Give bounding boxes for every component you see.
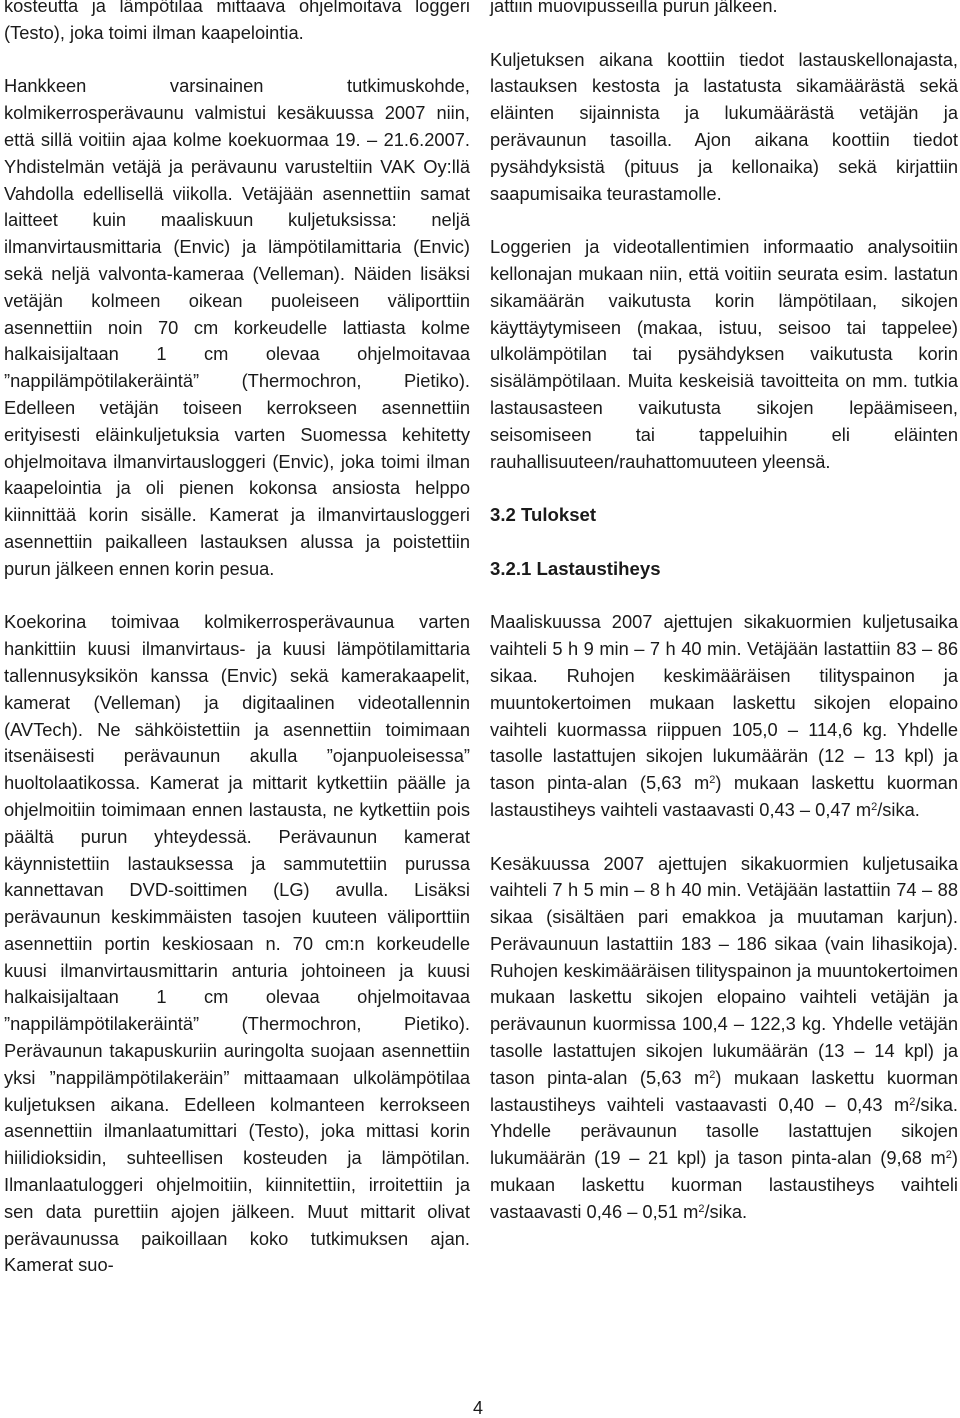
paragraph-continuation: jattiin muovipusseilla purun jälkeen. [490, 0, 778, 16]
text-run: Kesäkuussa 2007 ajettujen sikakuormien kuljetusaika vaihteli 7 h 5 min – 8 h 40 min. Vetäjään lastattiin 74 – 88 sikaa (sisältäen pari emakkoa ja muutaman karjun). Perävaunuun lastattiin 183 – 186 sikaa (vain lihasikoja). Ruhojen keskimääräisen tilityspainon ja muuntokertoimen mukaan laskettu sikojen elopaino vaihteli vetäjän ja perävaunun kuormissa 100,4 – 122,3 kg. Yhdelle vetäjän tasolle lastattujen sikojen lukumäärän (13 – 14 kpl) ja tason pinta-alan (5,63 m [490, 852, 958, 1088]
text-run: ) mukaan laskettu kuorman lastaustiheys vaihteli vastaavasti 0,43 – 0,47 m [490, 772, 958, 820]
page-number: 4 [473, 1398, 484, 1418]
text-run: /sika. Yhdelle perävaunun tasolle lastattujen sikojen lukumäärän (19 – 21 kpl) ja tason pinta-alan (9,68 m [490, 1093, 958, 1169]
paragraph-loggeri: kosteutta ja lämpötilaa mittaava ohjelmoitava loggeri (Testo), joka toimi ilman kaapelointia. [4, 0, 470, 43]
superscript: 2 [709, 1068, 716, 1081]
left-column [4, 0, 470, 1279]
text-run: ) mukaan laskettu kuorman lastaustiheys vaihteli vastaavasti 0,40 – 0,43 m [490, 1066, 958, 1115]
subsection-heading-lastaustiheys: 3.2.1 Lastaustiheys [490, 557, 661, 579]
paragraph-kuljetuksen-tiedot: Kuljetuksen aikana koottiin tiedot lastauskellonajasta, lastauksen kestosta ja lastatusta sikamäärästä sekä eläinten sijainnista ja lukumäärästä vetäjän ja perävaunun tasoilla. Ajon aikana koottiin tiedot pysähdyksistä (pituus ja kellonaika) sekä kirjattiin saapumisaika teurastamolle. [490, 48, 958, 204]
paragraph-analyysi: Loggerien ja videotallentimien informaatio analysoitiin kellonajan mukaan niin, että voitiin seurata esim. lastatun sikamäärän vaikutusta korin lämpötilaan, sikojen käyttäytymiseen (makaa, istuu, seisoo tai tappelee) ulkolämpötilan tai pysähdyksen vaikutusta korin sisälämpötilaan. Muita keskeisiä tavoitteita on mm. tutkia lastausasteen vaikutusta sikojen lepäämiseen, seisomiseen tai tappeluihin eli eläinten rauhallisuuteen/rauhattomuuteen yleensä. [490, 236, 958, 472]
superscript: 2 [945, 1149, 952, 1162]
paragraph-maaliskuu [490, 609, 958, 823]
paragraph-koekori: Koekorina toimivaa kolmikerrosperävaunua varten hankittiin kuusi ilmanvirtaus- ja kuusi lämpötilamittaria tallennusyksikön kanssa (Envic) sekä kamerakaapelit, kamerat (Velleman) ja digitaalinen videotallennin (AVTech). Ne sähköistettiin ja asennettiin toimimaan itsenäisesti perävaunun akulla ”ojanpuoleisessa” huoltolaatikossa. Kamerat ja mittarit kytkettiin päälle ja ohjelmoitiin toimimaan ennen lastausta, ne kytkettiin pois päältä purun yhteydessä. Perävaunun kamerat käynnistettiin lastauksessa ja sammutettiin purussa kannettavan DVD-soittimen (LG) avulla. Lisäksi perävaunun keskimmäisten tasojen kuuteen väliporttiin asennettiin portin keskiosaan n. 70 cm:n korkeudelle kuusi ilmanvirtausmittarin anturia johtoineen ja kuusi halkaisijaltaan 1 cm olevaa ohjelmoitavaa ”nappilämpötilakeräintä” (Thermochron, Pietiko). Perävaunun takapuskuriin auringolta suojaan asennettiin yksi ”nappilämpötilakeräin” mittaamaan ulkolämpötilaa kuljetuksen aikana. Edelleen kolmanteen kerrokseen asennettiin ilmanlaatumittari (Testo), joka mittasi korin hiilidioksidin, suhteellisen kosteuden ja lämpötilan. Ilmanlaatuloggeri ohjelmoitiin, kiinnitettiin, irroitettiin ja sen data purettiin ajojen jälkeen. Muut mittarit olivat perävaunussa paikoillaan koko tutkimuksen ajan. Kamerat suo- [4, 611, 470, 1276]
text-run: ) mukaan laskettu kuorman lastaustiheys vaihteli vastaavasti 0,46 – 0,51 m [490, 1147, 958, 1222]
text-run: /sika. [704, 1200, 748, 1222]
right-column [490, 0, 958, 1226]
text-run: /sika. [877, 798, 920, 820]
paragraph-kesakuu [490, 851, 958, 1226]
text-run: Maaliskuussa 2007 ajettujen sikakuormien kuljetusaika vaihteli 5 h 9 min – 7 h 40 min. Vetäjään lastattiin 83 – 86 sikaa. Ruhojen keskimääräisen tilityspainon ja muuntokertoimen mukaan laskettu sikojen elopaino vaihteli kuormassa riippuen 105,0 – 114,6 kg. Yhdelle tasolle lastattujen sikojen lukumäärän (12 – 13 kpl) ja tason pinta-alan (5,63 m [490, 611, 958, 794]
superscript: 2 [871, 800, 878, 813]
section-heading-tulokset: 3.2 Tulokset [490, 504, 597, 526]
superscript: 2 [709, 774, 716, 787]
superscript: 2 [698, 1202, 705, 1215]
paragraph-kolmikerrosperavaunu: Hankkeen varsinainen tutkimuskohde, kolmikerrosperävaunu valmistui kesäkuussa 2007 niin, että sillä voitiin ajaa kolme koekuormaa 19. – 21.6.2007. Yhdistelmän vetäjä ja perävaunu varusteltiin VAK Oy:llä Vahdolla edellisellä viikolla. Vetäjään asennettiin samat laitteet kuin maaliskuun kuljetuksissa: neljä ilmanvirtausmittaria (Envic) ja lämpötilamittaria (Envic) sekä neljä valvonta-kameraa (Velleman). Näiden lisäksi vetäjän kolmeen oikean puoleiseen väliporttiin asennettiin noin 70 cm korkeudelle lattiasta kolme halkaisijaltaan 1 cm olevaa ohjelmoitavaa ”nappilämpötilakeräintä” (Thermochron, Pietiko). Edelleen vetäjän toiseen kerrokseen asennettiin erityisesti eläinkuljetuksia varten Suomessa kehitetty ohjelmoitava ilmanvirtausloggeri (Envic), joka toimi ilman kaapelointia ja oli pienen kokonsa ansiosta helppo kiinnittää korin sisälle. Kamerat ja ilmanvirtausloggeri asennettiin paikalleen lastauksen alussa ja poistettiin purun jälkeen ennen korin pesua. [4, 75, 470, 579]
superscript: 2 [909, 1095, 916, 1108]
